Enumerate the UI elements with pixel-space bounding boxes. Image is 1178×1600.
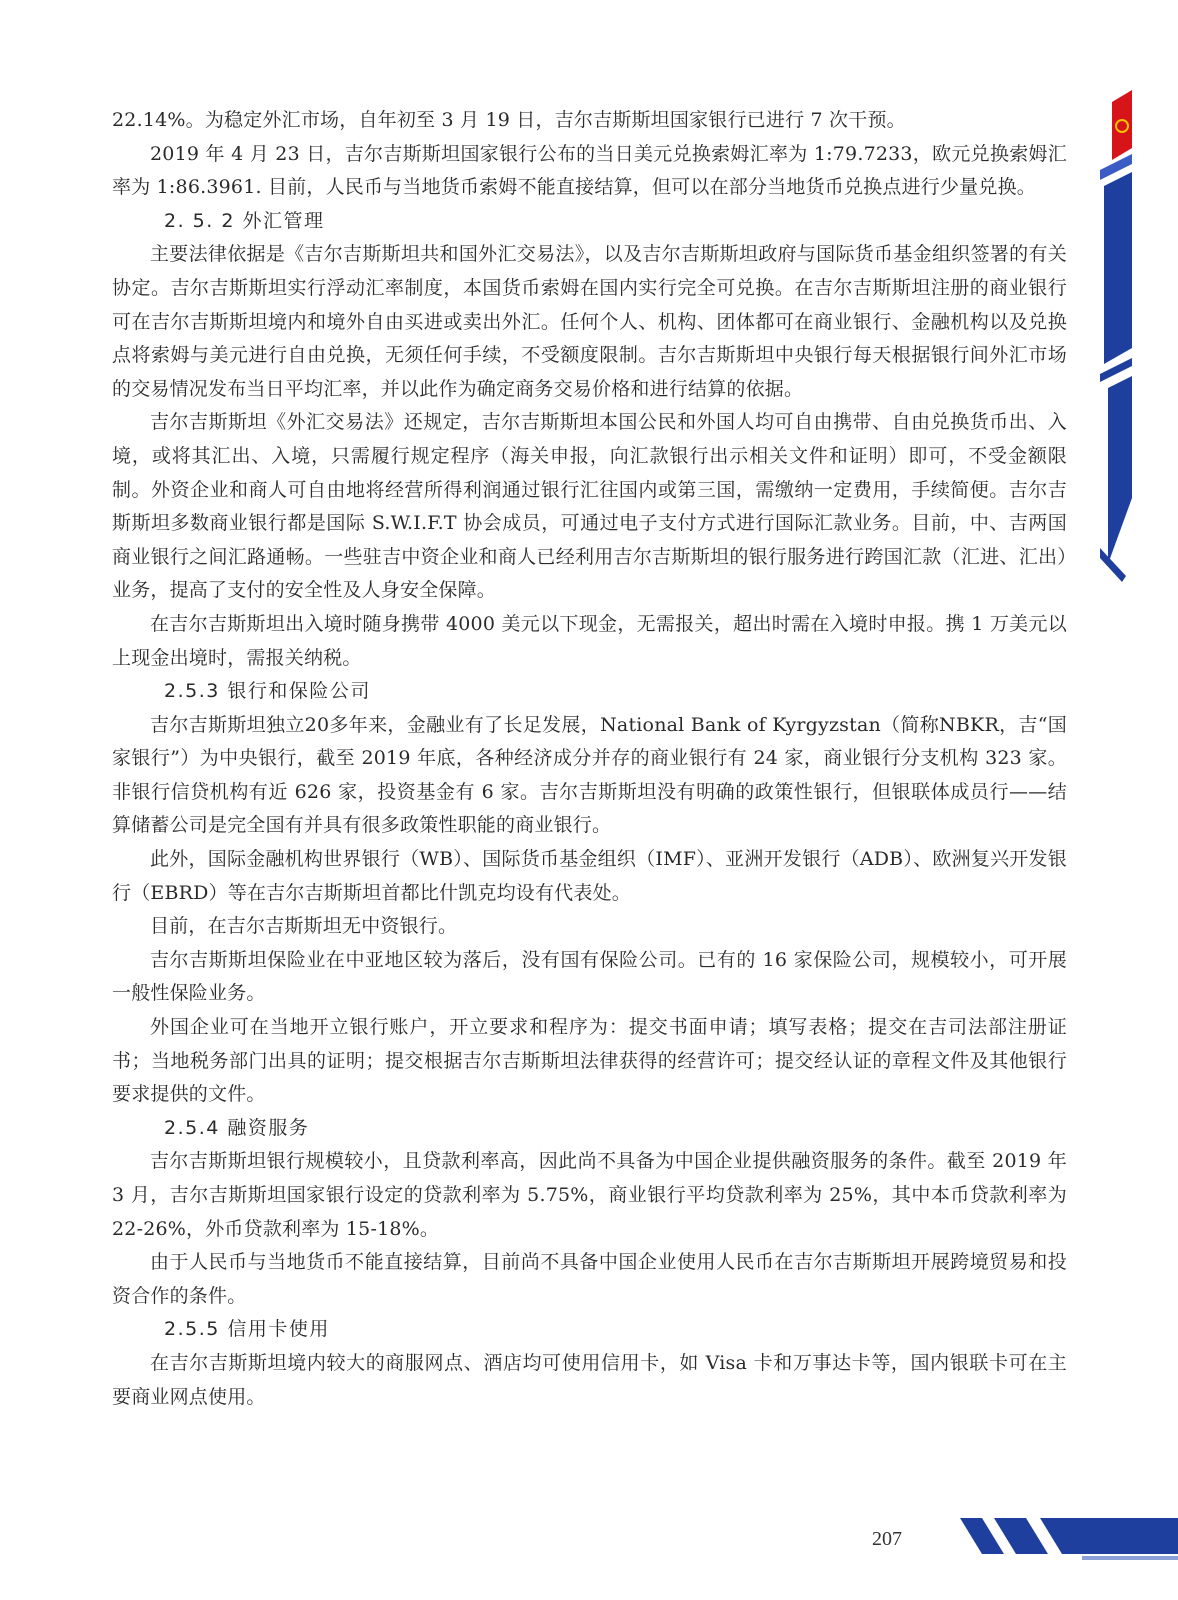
section-heading: 2. 5. 2 外汇管理 (164, 209, 325, 232)
paragraph: 2019 年 4 月 23 日，吉尔吉斯斯坦国家银行公布的当日美元兑换索姆汇率为 1:79.7233，欧元兑换索姆汇率为 1:86.3961. 目前，人民币与当地货币索姆不能直接结算，但可以在部分当地货币兑换点进行少量兑换。 (112, 142, 1067, 199)
paragraph: 目前，在吉尔吉斯斯坦无中资银行。 (150, 915, 458, 938)
paragraph: 吉尔吉斯斯坦独立20多年来，金融业有了长足发展，National Bank of Kyrgyzstan（简称NBKR，吉“国家银行”）为中央银行，截至 2019 年底，各种经济成分并存的商业银行有 24 家，商业银行分支机构 323 家。非银行信贷机构有近 626 家，投资基金有 6 家。吉尔吉斯斯坦没有明确的政策性银行，但银联体成员行——结算储蓄公司是完全国有并具有很多政策性职能的商业银行。 (112, 713, 1067, 837)
paragraph: 在吉尔吉斯斯坦境内较大的商服网点、酒店均可使用信用卡，如 Visa 卡和万事达卡等，国内银联卡可在主要商业网点使用。 (112, 1351, 1067, 1408)
section-heading: 2.5.4 融资服务 (164, 1116, 310, 1139)
paragraph: 吉尔吉斯斯坦《外汇交易法》还规定，吉尔吉斯斯坦本国公民和外国人均可自由携带、自由兑换货币出、入境，或将其汇出、入境，只需履行规定程序（海关申报，向汇款银行出示相关文件和证明）即可，不受金额限制。外资企业和商人可自由地将经营所得利润通过银行汇往国内或第三国，需缴纳一定费用，手续简便。吉尔吉斯斯坦多数商业银行都是国际 S.W.I.F.T 协会成员，可通过电子支付方式进行国际汇款业务。目前，中、吉两国商业银行之间汇路通畅。一些驻吉中资企业和商人已经利用吉尔吉斯斯坦的银行服务进行跨国汇款（汇进、汇出）业务，提高了支付的安全性及人身安全保障。 (112, 411, 1067, 602)
page-number: 207 (872, 1528, 902, 1550)
side-ribbon-decoration (1100, 88, 1160, 588)
paragraph: 22.14%。为稳定外汇市场，自年初至 3 月 19 日，吉尔吉斯斯坦国家银行已进行 7 次干预。 (112, 109, 906, 131)
section-heading: 2.5.3 银行和保险公司 (164, 680, 371, 703)
paragraph: 在吉尔吉斯斯坦出入境时随身携带 4000 美元以下现金，无需报关，超出时需在入境时申报。携 1 万美元以上现金出境时，需报关纳税。 (112, 612, 1067, 669)
paragraph: 此外，国际金融机构世界银行（WB）、国际货币基金组织（IMF）、亚洲开发银行（ADB）、欧洲复兴开发银行（EBRD）等在吉尔吉斯斯坦首都比什凯克均设有代表处。 (112, 848, 1067, 904)
section-heading: 2.5.5 信用卡使用 (164, 1318, 330, 1341)
document-body (112, 104, 1067, 1414)
paragraph: 吉尔吉斯斯坦保险业在中亚地区较为落后，没有国有保险公司。已有的 16 家保险公司，规模较小，可开展一般性保险业务。 (112, 948, 1067, 1005)
paragraph: 由于人民币与当地货币不能直接结算，目前尚不具备中国企业使用人民币在吉尔吉斯斯坦开展跨境贸易和投资合作的条件。 (112, 1251, 1067, 1307)
flag-shape (1112, 90, 1132, 160)
paragraph: 外国企业可在当地开立银行账户，开立要求和程序为：提交书面申请；填写表格；提交在吉司法部注册证书；当地税务部门出具的证明；提交根据吉尔吉斯斯坦法律获得的经营许可；提交经认证的章程文件及其他银行要求提供的文件。 (112, 1016, 1067, 1106)
bottom-stripes-decoration (960, 1518, 1178, 1568)
paragraph: 主要法律依据是《吉尔吉斯斯坦共和国外汇交易法》，以及吉尔吉斯斯坦政府与国际货币基金组织签署的有关协定。吉尔吉斯斯坦实行浮动汇率制度，本国货币索姆在国内实行完全可兑换。在吉尔吉斯斯坦注册的商业银行可在吉尔吉斯斯坦境内和境外自由买进或卖出外汇。任何个人、机构、团体都可在商业银行、金融机构以及兑换点将索姆与美元进行自由兑换，无须任何手续，不受额度限制。吉尔吉斯斯坦中央银行每天根据银行间外汇市场的交易情况发布当日平均汇率，并以此作为确定商务交易价格和进行结算的依据。 (112, 243, 1067, 400)
paragraph: 吉尔吉斯斯坦银行规模较小，且贷款利率高，因此尚不具备为中国企业提供融资服务的条件。截至 2019 年 3 月，吉尔吉斯斯坦国家银行设定的贷款利率为 5.75%，商业银行平均贷款利率为 25%，其中本币贷款利率为 22-26%，外币贷款利率为 15-18%。 (112, 1150, 1067, 1240)
